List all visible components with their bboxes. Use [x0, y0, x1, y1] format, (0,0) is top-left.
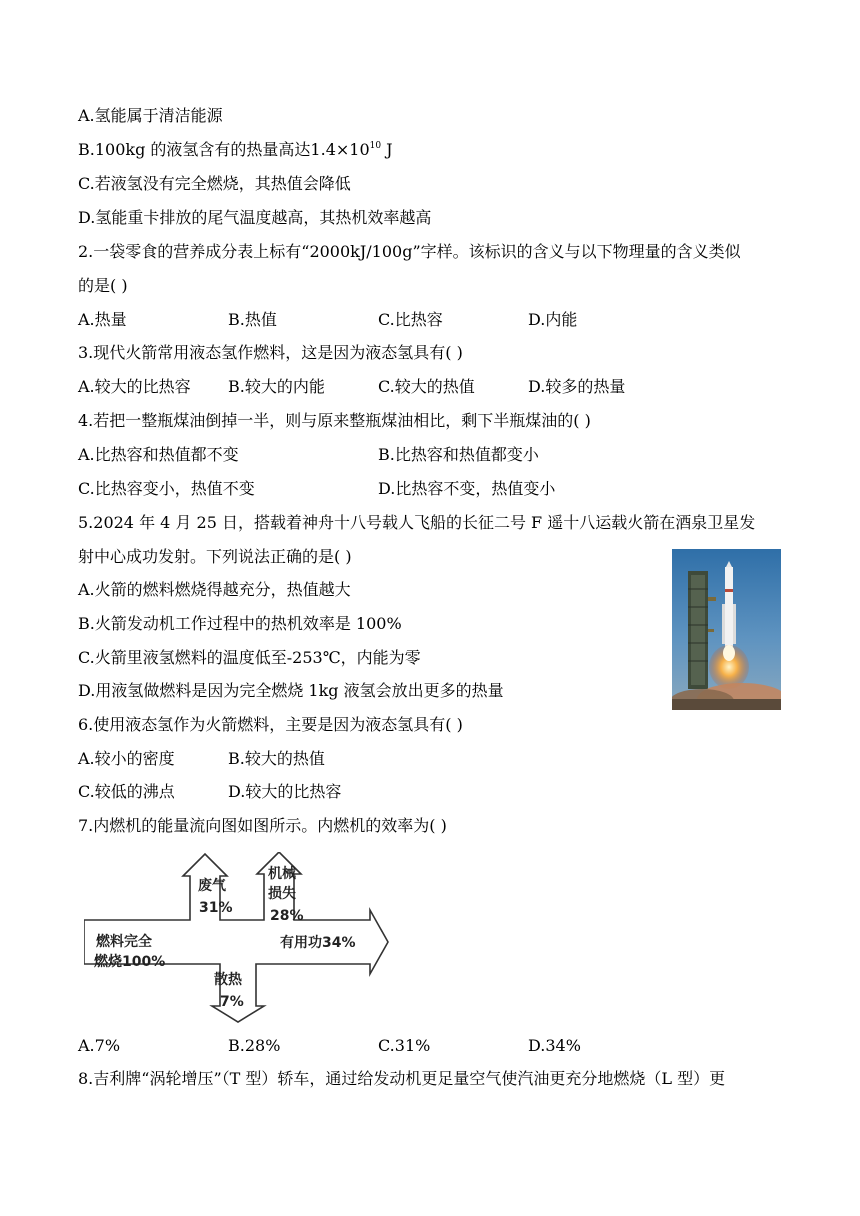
q2-option-b: B.热值 [228, 310, 277, 329]
q3-option-a: A.较大的比热容 [78, 377, 191, 396]
label-heat-dissipation: 散热 [214, 972, 242, 988]
q7-option-a: A.7% [78, 1036, 121, 1055]
q1-option-a: A.氢能属于清洁能源 [78, 106, 223, 125]
q1-option-b [78, 140, 393, 160]
label-mechanical: 机械 [268, 866, 296, 882]
energy-flow-arrows [84, 852, 394, 1024]
label-mechanical-percent: 28% [270, 908, 304, 924]
q2-option-c: C.比热容 [378, 310, 443, 329]
q2-stem-line2: 的是( ) [78, 276, 128, 295]
q4-option-b: B.比热容和热值都变小 [378, 445, 539, 464]
q7-stem: 7.内燃机的能量流向图如图所示。内燃机的效率为( ) [78, 816, 447, 835]
q7-option-c: C.31% [378, 1036, 431, 1055]
q6-option-a: A.较小的密度 [78, 749, 175, 768]
q6-option-b: B.较大的热值 [228, 749, 325, 768]
q8-stem: 8.吉利牌“涡轮增压”（T 型）轿车，通过给发动机更足量空气使汽油更充分地燃烧（L 型）更 [78, 1069, 726, 1088]
q2-option-a: A.热量 [78, 310, 127, 329]
label-exhaust: 废气 [198, 878, 226, 894]
q3-option-d: D.较多的热量 [528, 377, 626, 396]
q2-option-d: D.内能 [528, 310, 578, 329]
q4-option-c: C.比热容变小，热值不变 [78, 479, 255, 498]
energy-flow-diagram [84, 852, 394, 1024]
q4-option-a: A.比热容和热值都不变 [78, 445, 239, 464]
q7-option-d: D.34% [528, 1036, 581, 1055]
q5-option-b: B.火箭发动机工作过程中的热机效率是 100% [78, 614, 402, 633]
q3-option-b: B.较大的内能 [228, 377, 325, 396]
q2-stem-line1: 2.一袋零食的营养成分表上标有“2000kJ/100g”字样。该标识的含义与以下物理量的含义类似 [78, 242, 741, 261]
label-exhaust-percent: 31% [199, 900, 233, 916]
q1-option-c: C.若液氢没有完全燃烧，其热值会降低 [78, 174, 351, 193]
q7-option-b: B.28% [228, 1036, 281, 1055]
q4-stem: 4.若把一整瓶煤油倒掉一半，则与原来整瓶煤油相比，剩下半瓶煤油的( ) [78, 411, 591, 430]
label-fuel-input-1: 燃料完全 [96, 934, 152, 950]
label-useful-work: 有用功34% [280, 935, 356, 951]
q5-option-a: A.火箭的燃料燃烧得越充分，热值越大 [78, 580, 351, 599]
q4-option-d: D.比热容不变，热值变小 [378, 479, 556, 498]
q5-stem-line2: 射中心成功发射。下列说法正确的是( ) [78, 547, 352, 566]
label-heat-percent: 7% [220, 994, 244, 1010]
q1-option-b-text: B.100kg 的液氢含有的热量高达 [78, 140, 311, 159]
q5-stem-line1: 5.2024 年 4 月 25 日，搭载着神舟十八号载人飞船的长征二号 F 遥十八运载火箭在酒泉卫星发 [78, 513, 756, 532]
q6-option-c: C.较低的沸点 [78, 782, 175, 801]
q5-option-d: D.用液氢做燃料是因为完全燃烧 1kg 液氢会放出更多的热量 [78, 681, 504, 700]
q3-option-c: C.较大的热值 [378, 377, 475, 396]
label-loss: 损失 [268, 886, 296, 902]
label-fuel-input-2: 燃烧100% [94, 954, 166, 970]
q1-option-b-unit: J [381, 140, 393, 159]
q6-stem: 6.使用液态氢作为火箭燃料，主要是因为液态氢具有( ) [78, 715, 463, 734]
q1-option-d: D.氢能重卡排放的尾气温度越高，其热机效率越高 [78, 208, 432, 227]
q3-stem: 3.现代火箭常用液态氢作燃料，这是因为液态氢具有( ) [78, 343, 463, 362]
rocket-launch-illustration [672, 549, 781, 710]
rocket-launch-photo [672, 549, 781, 710]
q1-option-b-exponent: 10 [369, 141, 382, 151]
q6-option-d: D.较大的比热容 [228, 782, 342, 801]
q5-option-c: C.火箭里液氢燃料的温度低至-253℃，内能为零 [78, 648, 421, 667]
q1-option-b-value: 1.4×10 [310, 140, 370, 159]
